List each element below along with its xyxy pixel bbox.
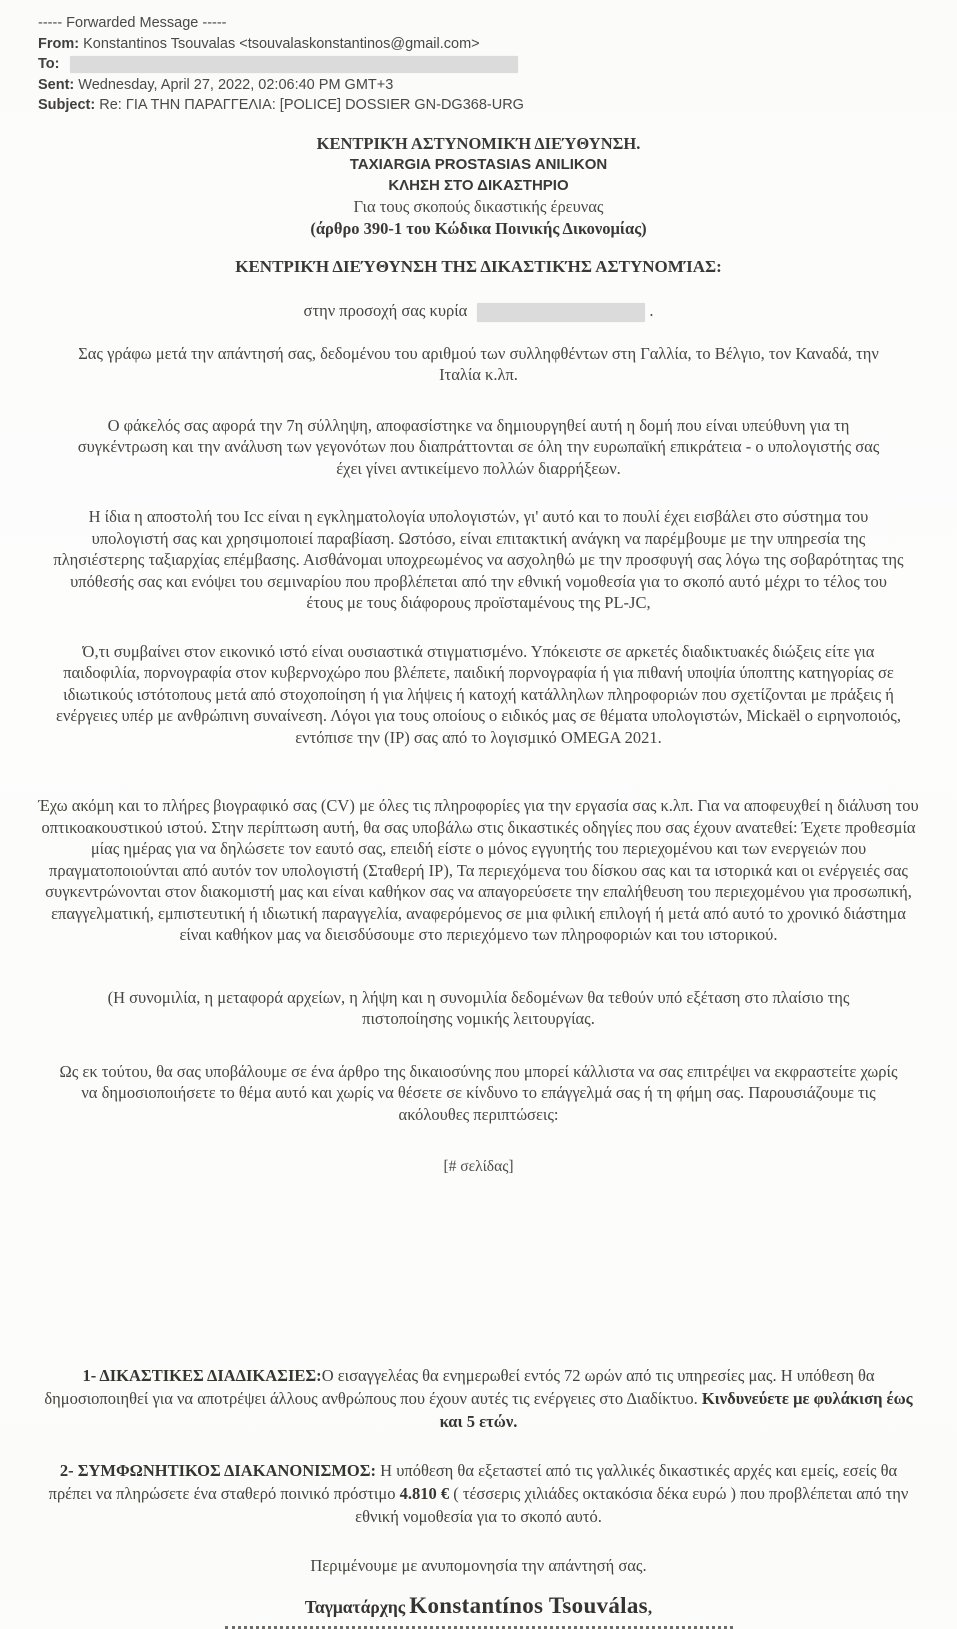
salutation-line bbox=[0, 300, 957, 322]
heading-judicial-purpose: Για τους σκοπούς δικαστικής έρευνας bbox=[353, 196, 604, 216]
procedure-item-settlement bbox=[43, 1459, 915, 1528]
subject-value: Re: ΓΙΑ ΤΗΝ ΠΑΡΑΓΓΕΛΙΑ: [POLICE] DOSSIER GN-DG368-URG bbox=[99, 97, 524, 113]
from-row bbox=[38, 34, 957, 55]
email-header bbox=[0, 0, 957, 116]
heading-article-reference: (άρθρο 390-1 του Κώδικα Ποινικής Δικονομίας) bbox=[310, 218, 647, 238]
to-label: To: bbox=[38, 56, 60, 72]
salutation-text: στην προσοχή σας κυρία bbox=[303, 301, 468, 320]
letter-headings bbox=[0, 133, 957, 239]
sent-label: Sent: bbox=[38, 76, 75, 93]
procedure-1-warning: Κινδυνεύετε με φυλάκιση έως και 5 ετών. bbox=[439, 1388, 913, 1431]
signature-line bbox=[0, 1595, 957, 1619]
signature-name: Konstantínos Tsouválas bbox=[409, 1593, 648, 1619]
paragraph-icc-mission: Η ίδια η αποστολή του Icc είναι η εγκληματολογία υπολογιστών, γι' αυτό και το πουλί έχει εισβάλει στο σύστημα του υπολογιστή σας και χρησιμοποιεί παραβίαση. Ωστόσο, είναι επιτακτική ανάγκη να παρέμβουμε με την υπηρεσία της πλησιέστερης ταξιαρχίας επέμβασης. Αισθάνομαι υποχρεωμένος να ασχοληθώ με την προσφυγή σας λόγω της σοβαρότητας της υπόθεσής σας και ενόψει του σεμιναρίου που προβλέπεται από την εθνική νομοθεσία για το σκοπό αυτό μέχρι το τέλος του έτους με τους διάφορους προϊσταμένους της PL-JC, bbox=[53, 507, 904, 613]
signature-punctuation: , bbox=[647, 1598, 653, 1618]
procedure-2-text-before: Η υπόθεση θα εξεταστεί από τις γαλλικές δικαστικές αρχές και εμείς, εσείς θα πρέπει να πληρώσετε ένα σταθερό ποινικό πρόστιμο bbox=[48, 1460, 898, 1503]
procedures-section bbox=[0, 1364, 957, 1528]
forwarded-message-label: ----- Forwarded Message ----- bbox=[38, 15, 227, 31]
paragraph-chat-examination: (Η συνομιλία, η μεταφορά αρχείων, η λήψη και η συνομιλία δεδομένων θα τεθούν υπό εξέταση στο πλαίσιο της πιστοποίησης νομικής λειτουργίας. bbox=[107, 987, 850, 1029]
fine-amount: 4.810 € bbox=[399, 1483, 450, 1503]
heading-central-police-directorate: ΚΕΝΤΡΙΚΉ ΑΣΤΥΝΟΜΙΚΉ ΔΙΕΎΘΥΝΣΗ. bbox=[316, 133, 641, 153]
paragraph-dossier: Ο φάκελός σας αφορά την 7η σύλληψη, αποφασίστηκε να δημιουργηθεί αυτή η δομή που είναι υπεύθυνη για τη συγκέντρωση και την ανάλυση των γεγονότων που διαπράττονται σε όλη την ευρωπαϊκή επικράτεια - ο υπολογιστής σας έχει γίνει αντικείμενο πολλών διαρρήξεων. bbox=[77, 415, 880, 478]
procedure-2-text-after: ( τέσσερις χιλιάδες οκτακόσια δέκα ευρώ ) που προβλέπεται από την εθνική νομοθεσία για το σκοπό αυτό. bbox=[355, 1483, 909, 1526]
subject-label: Subject: bbox=[38, 97, 96, 113]
heading-judicial-police-directorate: ΚΕΝΤΡΙΚΉ ΔΙΕΎΘΥΝΣΗ ΤΗΣ ΔΙΚΑΣΤΙΚΉΣ ΑΣΤΥΝΟΜΊΑΣ: bbox=[235, 256, 722, 276]
from-label: From: bbox=[38, 35, 80, 52]
salutation-period: . bbox=[649, 301, 654, 320]
sent-value: Wednesday, April 27, 2022, 02:06:40 PM GMT+3 bbox=[78, 76, 394, 93]
closing-line: Περιμένουμε με ανυπομονησία την απάντησή σας. bbox=[310, 1555, 647, 1575]
to-recipient-redaction bbox=[70, 56, 518, 73]
procedure-item-judicial bbox=[43, 1364, 915, 1433]
paragraph-cv-deadline: Έχω ακόμη και το πλήρες βιογραφικό σας (CV) με όλες τις πληροφορίες για την εργασία σας κ.λπ. Για να αποφευχθεί η διάλυση του οπτικοακουστικού ιστού. Στην περίπτωση αυτή, θα σας υποβάλω στις δικαστικές οδηγίες που σας έχουν ανατεθεί: Έχετε προθεσμία μίας ημέρας για να δηλώσετε τον εαυτό σας, επειδή είστε ο μόνος εγγυητής του περιεχομένου και των ενεργειών που πραγματοποιούνται από αυτόν τον υπολογιστή (Σταθερή IP), Τα περιεχόμενα του δίσκου σας και τα ιστορικά και οι ενέργειές σας συγκεντρώνονται στον διακομιστή μας και είναι καθήκον σας να απαγορεύσετε την επαλήθευση του περιεχομένου για προσωπική, επαγγελματική, εμπιστευτική ή ιδιωτική παραγγελία, αναφερόμενος σε μια φιλική επιλογή ή μετά από αυτό το χρονικό διάστημα είναι καθήκον μας να διεισδύσουμε στο περιεχόμενο των πληροφοριών και του ιστορικού. bbox=[38, 796, 919, 945]
procedure-2-label: 2- ΣΥΜΦΩΝΗΤΙΚΟΣ ΔΙΑΚΑΝΟΝΙΣΜΟΣ: bbox=[59, 1460, 377, 1480]
heading-court-summons: ΚΛΗΣΗ ΣΤΟ ΔΙΚΑΣΤΗΡΙΟ bbox=[388, 176, 569, 194]
paragraph-intro: Σας γράφω μετά την απάντησή σας, δεδομένου του αριθμού των συλληφθέντων στη Γαλλία, το Βέλγιο, τον Καναδά, την Ιταλία κ.λπ. bbox=[78, 343, 879, 385]
letter-body bbox=[0, 133, 957, 1629]
sent-row bbox=[38, 75, 957, 96]
signature-divider bbox=[225, 1626, 733, 1629]
heading-taxiargia: TAXIARGIA PROSTASIAS ANILIKON bbox=[349, 155, 608, 173]
page-number-marker: [# σελίδας] bbox=[443, 1158, 514, 1176]
procedure-1-text: Ο εισαγγελέας θα ενημερωθεί εντός 72 ωρών από τις υπηρεσίες μας. Η υπόθεση θα δημοσιοποιηθεί για να αποτρέψει άλλους ανθρώπους που έχουν αυτές τις ενέργειες στο Διαδίκτυο. bbox=[44, 1365, 875, 1408]
subject-row bbox=[38, 95, 957, 116]
procedure-1-label: 1- ΔΙΚΑΣΤΙΚΕΣ ΔΙΑΔΙΚΑΣΙΕΣ: bbox=[82, 1365, 322, 1385]
recipient-name-redaction bbox=[477, 303, 645, 322]
paragraph-accusations: Ό,τι συμβαίνει στον εικονικό ιστό είναι ουσιαστικά στιγματισμένο. Υπόκειστε σε αρκετές διαδικτυακές διώξεις είτε για παιδοφιλία, πορνογραφία στον κυβερνοχώρο που βλέπετε, παιδική πορνογραφία ή για πιθανή υποψία ύποπτης κατηγορίας σε ιδιωτικούς ιστότοπους μετά από στοχοποίηση ή για λήψεις ή κατοχή κατάλληλων πληροφοριών που σχετίζονται με πράξεις ή ενέργειες υπέρ με ανθρώπινη συναίνεση. Λόγοι για τους οποίους ο ειδικός μας σε θέματα υπολογιστών, Mickaël ο ειρηνοποιός, εντόπισε την (IP) σας από το λογισμικό OMEGA 2021. bbox=[56, 641, 901, 747]
to-row bbox=[38, 54, 957, 75]
paragraph-justice-article: Ως εκ τούτου, θα σας υποβάλουμε σε ένα άρθρο της δικαιοσύνης που μπορεί κάλλιστα να σας επιτρέψει να εκφραστείτε χωρίς να δημοσιοποιήσετε το θέμα αυτό και χωρίς να θέσετε σε κίνδυνο το επάγγελμά σας ή τη φήμη σας. Παρουσιάζουμε τις ακόλουθες περιπτώσεις: bbox=[59, 1061, 898, 1124]
from-value: Konstantinos Tsouvalas <tsouvalaskonstantinos@gmail.com> bbox=[83, 35, 480, 52]
signature-rank: Ταγματάρχης bbox=[304, 1597, 406, 1618]
